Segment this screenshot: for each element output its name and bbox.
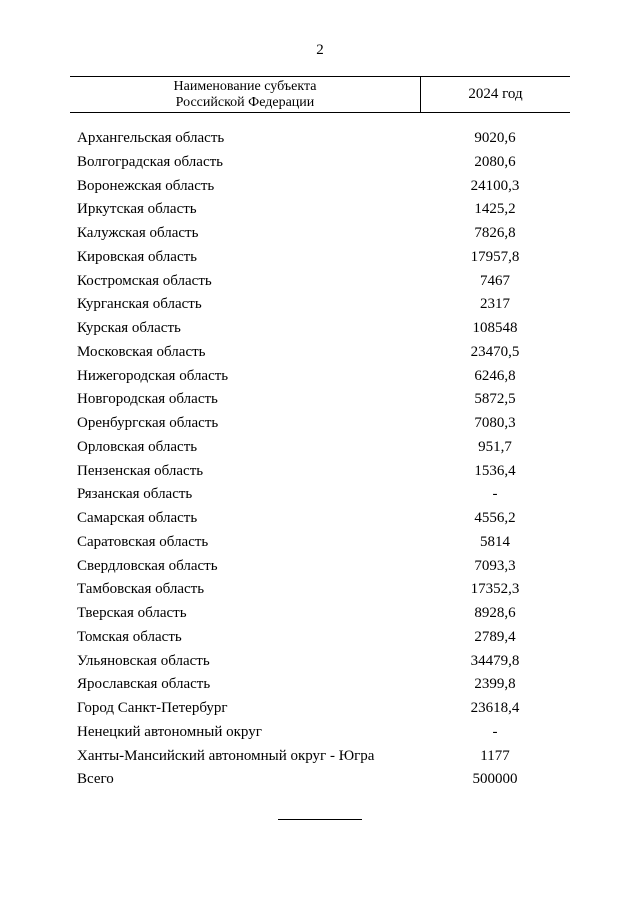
subject-name-cell: Оренбургская область — [77, 415, 219, 431]
table-row — [0, 222, 640, 246]
subject-name-cell: Иркутская область — [77, 201, 197, 218]
table-row — [0, 365, 640, 389]
table-row — [0, 650, 640, 674]
subject-name-cell: Ненецкий автономный округ — [77, 723, 262, 740]
table-row — [0, 317, 640, 341]
subject-name-cell: Рязанская область — [77, 486, 193, 503]
table-row — [0, 127, 640, 151]
value-2024-cell: 5872,5 — [474, 391, 516, 408]
table-row — [0, 246, 640, 270]
value-2024-cell: 24100,3 — [470, 177, 520, 194]
subject-name-cell: Нижегородская область — [77, 367, 229, 384]
value-2024-cell: 8928,6 — [474, 605, 516, 621]
table-header — [70, 76, 570, 113]
value-2024-cell: 2789,4 — [474, 628, 516, 645]
table-row — [0, 388, 640, 412]
value-2024-cell: 2080,6 — [474, 153, 516, 170]
subject-name-cell: Город Санкт-Петербург — [77, 700, 228, 716]
value-2024-cell: 7080,3 — [474, 415, 516, 431]
footer-divider — [278, 819, 362, 820]
value-2024-cell: 34479,8 — [470, 652, 520, 669]
table-row — [0, 507, 640, 531]
table-row — [0, 745, 640, 769]
value-2024-cell: 1536,4 — [474, 462, 516, 479]
table-row — [0, 436, 640, 460]
table-row — [0, 175, 640, 199]
subject-name-cell: Костромская область — [77, 272, 212, 289]
subject-name-cell: Курская область — [77, 320, 181, 336]
column-header-subject — [70, 77, 421, 112]
value-2024-cell: 7093,3 — [474, 557, 516, 574]
subject-name-cell: Самарская область — [77, 510, 198, 526]
value-2024-cell: 23470,5 — [470, 343, 520, 360]
value-2024-cell: 17957,8 — [470, 248, 520, 265]
value-2024-cell: 108548 — [472, 320, 518, 336]
subject-name-cell: Свердловская область — [77, 557, 218, 574]
value-2024-cell: 6246,8 — [474, 367, 516, 384]
table-row — [0, 198, 640, 222]
subject-name-cell: Орловская область — [77, 438, 198, 455]
table-row — [0, 721, 640, 745]
value-2024-cell: 1425,2 — [474, 201, 516, 218]
table-row — [0, 151, 640, 175]
value-2024-cell: 500000 — [472, 771, 518, 788]
subject-name-cell: Ярославская область — [77, 676, 211, 693]
table-row — [0, 341, 640, 365]
value-2024-cell: 951,7 — [478, 438, 512, 455]
subject-name-cell: Курганская область — [77, 296, 202, 313]
subject-name-cell: Ульяновская область — [77, 652, 210, 669]
page-number: 2 — [316, 42, 324, 58]
value-2024-cell: - — [492, 486, 498, 503]
value-2024-cell: 9020,6 — [474, 130, 516, 146]
table-row — [0, 578, 640, 602]
value-2024-cell: 5814 — [480, 533, 510, 550]
table-body — [0, 127, 640, 792]
subject-name-cell: Московская область — [77, 343, 206, 360]
table-row — [0, 697, 640, 721]
table-row — [0, 626, 640, 650]
subject-name-cell: Новгородская область — [77, 391, 218, 408]
table-row — [0, 270, 640, 294]
subject-name-cell: Тамбовская область — [77, 581, 205, 598]
column-header-subject-line1: Наименование субъекта — [173, 78, 317, 94]
value-2024-cell: - — [492, 723, 498, 740]
subject-name-cell: Кировская область — [77, 248, 198, 265]
subject-name-cell: Воронежская область — [77, 177, 215, 194]
value-2024-cell: 4556,2 — [474, 510, 516, 526]
table-row — [0, 483, 640, 507]
value-2024-cell: 2399,8 — [474, 676, 516, 693]
table-row — [0, 460, 640, 484]
value-2024-cell: 2317 — [480, 296, 510, 313]
subject-name-cell: Тверская область — [77, 605, 187, 621]
column-header-year: 2024 год — [468, 86, 523, 102]
table-row — [0, 531, 640, 555]
table-row — [0, 412, 640, 436]
subject-name-cell: Всего — [77, 771, 114, 788]
table-row — [0, 293, 640, 317]
column-header-subject-line2: Российской Федерации — [175, 94, 315, 110]
table-row — [0, 602, 640, 626]
subject-name-cell: Волгоградская область — [77, 153, 223, 170]
subject-name-cell: Калужская область — [77, 225, 199, 241]
subject-name-cell: Ханты-Мансийский автономный округ - Югра — [77, 747, 375, 764]
value-2024-cell: 7826,8 — [474, 225, 516, 241]
value-2024-cell: 17352,3 — [470, 581, 520, 598]
subject-name-cell: Саратовская область — [77, 533, 209, 550]
value-2024-cell: 7467 — [480, 272, 510, 289]
table-row — [0, 673, 640, 697]
subject-name-cell: Архангельская область — [77, 130, 225, 146]
value-2024-cell: 23618,4 — [470, 700, 520, 716]
value-2024-cell: 1177 — [480, 747, 510, 764]
subject-name-cell: Пензенская область — [77, 462, 204, 479]
subject-name-cell: Томская область — [77, 628, 182, 645]
table-row — [0, 555, 640, 579]
table-row — [0, 768, 640, 792]
